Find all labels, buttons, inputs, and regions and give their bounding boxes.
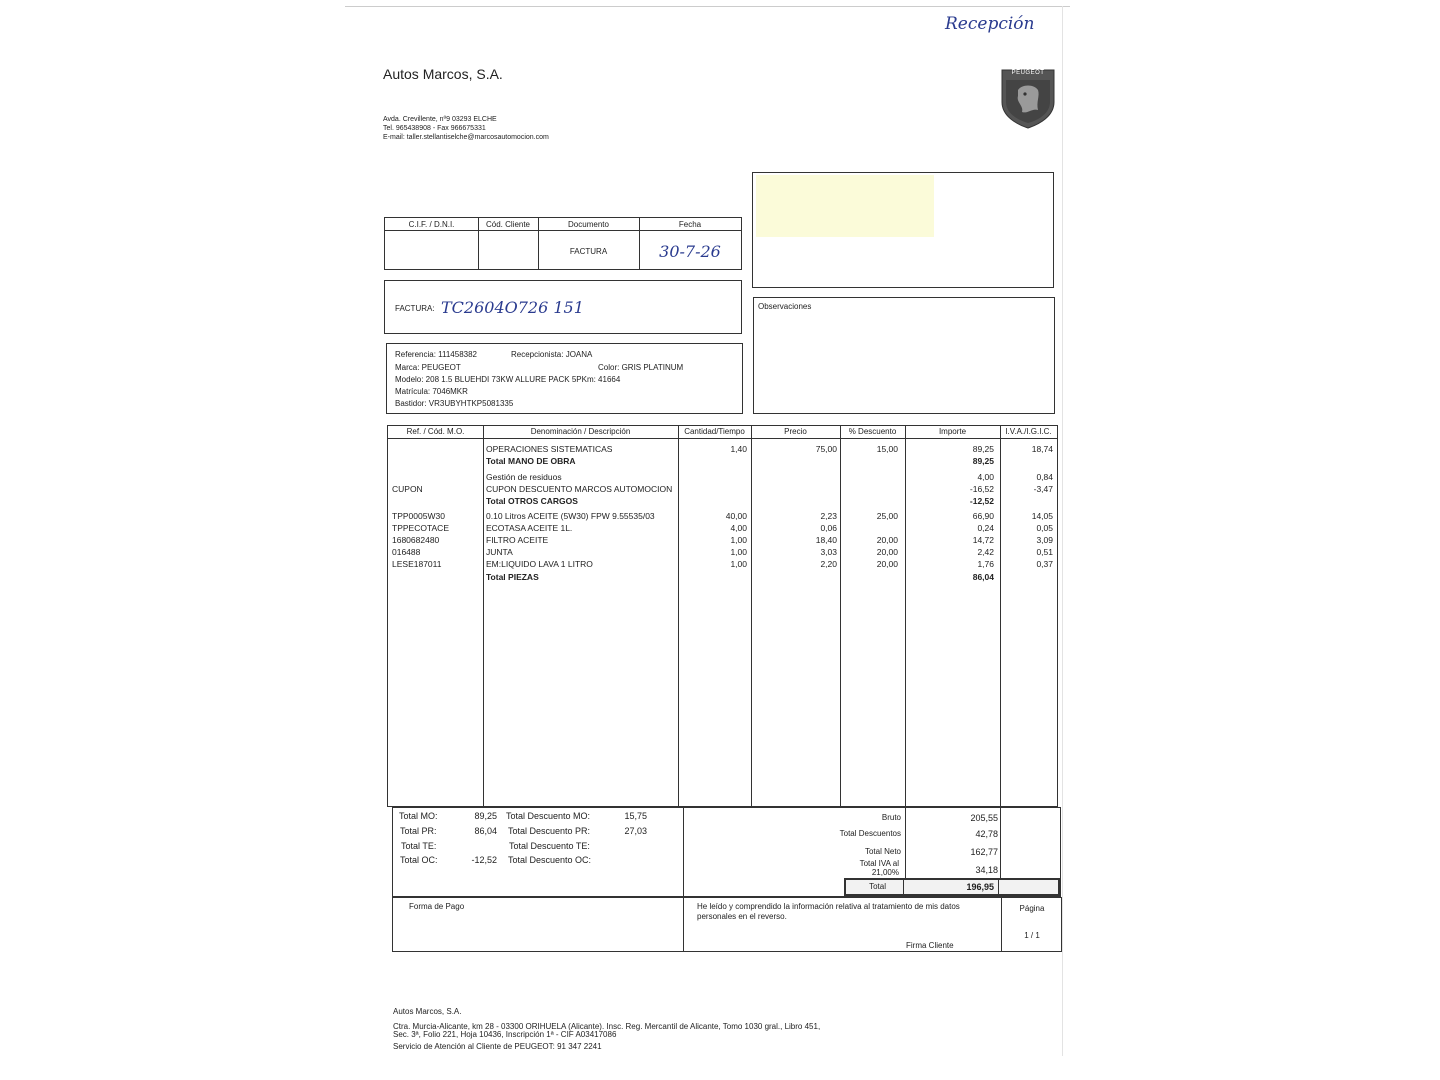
total-value: 196,95 [966, 882, 994, 892]
total-desc-mo-value: 15,75 [624, 811, 647, 821]
cell-iva: 0,51 [1036, 547, 1053, 557]
company-email: E-mail: taller.stellantiselche@marcosautomocion.com [383, 134, 549, 141]
customer-service: Servicio de Atención al Cliente de PEUGEOT: 91 347 2241 [393, 1042, 602, 1051]
cell-ref: TPPECOTACE [392, 523, 449, 533]
factura-label: FACTURA: [395, 304, 435, 313]
cell-desc: OPERACIONES SISTEMATICAS [486, 444, 613, 454]
legal-company: Autos Marcos, S.A. [393, 1007, 462, 1016]
cell-amount: 86,04 [972, 572, 994, 582]
col-qty: Cantidad/Tiempo [684, 427, 745, 436]
total-desc-pr-value: 27,03 [624, 826, 647, 836]
col-desc: Denominación / Descripción [530, 427, 631, 436]
total-mo-value: 89,25 [474, 811, 497, 821]
cell-ref: 016488 [392, 547, 421, 557]
pagina-label: Página [1019, 904, 1045, 913]
company-address-2: Tel. 965438908 - Fax 966675331 [383, 125, 486, 132]
cell-price: 3,03 [820, 547, 837, 557]
iva-value: 34,18 [975, 865, 998, 875]
cell-desc: CUPON DESCUENTO MARCOS AUTOMOCION [486, 484, 673, 494]
cell-amount: 4,00 [977, 472, 994, 482]
vehicle-color: Color: GRIS PLATINUM [598, 363, 684, 372]
cell-iva: 18,74 [1031, 444, 1053, 454]
cell-amount: 89,25 [972, 444, 994, 454]
total-oc-value: -12,52 [471, 855, 497, 865]
cell-amount: 14,72 [972, 535, 994, 545]
cell-price: 2,23 [820, 511, 837, 521]
cell-disc: 20,00 [876, 535, 898, 545]
cell-amount: 0,24 [977, 523, 994, 533]
vehicle-matricula: Matrícula: 7046MKR [395, 387, 468, 396]
cell-iva: 14,05 [1031, 511, 1053, 521]
total-desc-oc-label: Total Descuento OC: [508, 855, 592, 865]
header-fecha: Fecha [678, 220, 702, 229]
observaciones-label: Observaciones [758, 302, 812, 311]
header-cod-cliente: Cód. Cliente [485, 220, 531, 229]
cell-qty: 1,00 [730, 559, 747, 569]
customer-address-box [752, 172, 1054, 288]
cell-price: 0,06 [820, 523, 837, 533]
total-pr-label: Total PR: [400, 826, 437, 836]
cell-amount: -12,52 [969, 496, 994, 506]
fecha-value: 30-7-26 [659, 242, 721, 261]
cell-price: 2,20 [820, 559, 837, 569]
observaciones-box [753, 297, 1055, 414]
logo-text: PEUGEOT [1011, 70, 1045, 76]
total-label: Total [869, 882, 886, 891]
cell-ref: 1680682480 [392, 535, 440, 545]
total-mo-label: Total MO: [399, 811, 438, 821]
cell-desc: Total MANO DE OBRA [486, 456, 576, 466]
handwritten-annotation: Recepción [945, 14, 1035, 34]
col-ref: Ref. / Cód. M.O. [406, 427, 465, 436]
legal-line-1: Ctra. Murcia-Alicante, km 28 - 03300 ORIHUELA (Alicante). Insc. Reg. Mercantil de Alicante, Tomo 1030 gral., Libro 451, [393, 1022, 821, 1031]
bruto-label: Bruto [881, 813, 901, 822]
cell-desc: ECOTASA ACEITE 1L. [486, 523, 573, 533]
cell-ref: TPP0005W30 [392, 511, 445, 521]
page-edge [345, 6, 1070, 7]
cell-qty: 1,00 [730, 547, 747, 557]
cell-ref: CUPON [392, 484, 423, 494]
total-oc-label: Total OC: [400, 855, 438, 865]
document-header-table [384, 217, 742, 270]
documento-value: FACTURA [569, 247, 608, 256]
legal-line-2: Sec. 3ª, Folio 221, Hoja 10436, Inscripción 1ª - CIF A03417086 [393, 1030, 617, 1039]
col-iva: I.V.A./I.G.I.C. [1005, 427, 1052, 436]
cell-desc: FILTRO ACEITE [486, 535, 549, 545]
total-desc-pr-label: Total Descuento PR: [508, 826, 591, 836]
cell-qty: 1,00 [730, 535, 747, 545]
vehicle-modelo: Modelo: 208 1.5 BLUEHDI 73KW ALLURE PACK 5PKm: 41664 [395, 375, 621, 384]
company-name: Autos Marcos, S.A. [383, 66, 503, 82]
summary-box [392, 807, 1061, 897]
cell-iva: 0,05 [1036, 523, 1053, 533]
cell-ref: LESE187011 [392, 559, 442, 569]
iva-label: Total IVA al 21,00% [859, 859, 899, 877]
cell-desc: Gestión de residuos [486, 472, 562, 482]
neto-value: 162,77 [970, 847, 998, 857]
cell-desc: 0.10 Litros ACEITE (5W30) FPW 9.55535/03 [486, 511, 655, 521]
bruto-value: 205,55 [970, 813, 998, 823]
total-te-label: Total TE: [401, 841, 437, 851]
header-documento: Documento [568, 220, 609, 229]
items-table [387, 425, 1058, 807]
vehicle-info-box [386, 343, 743, 414]
cell-disc: 15,00 [876, 444, 898, 454]
factura-number: TC2604O726 151 [441, 298, 584, 317]
cell-iva: -3,47 [1033, 484, 1053, 494]
payment-signature-box [392, 897, 1062, 952]
total-pr-value: 86,04 [474, 826, 497, 836]
cell-amount: 89,25 [972, 456, 994, 466]
firma-cliente-label: Firma Cliente [906, 941, 954, 950]
privacy-text: He leído y comprendido la información relativa al tratamiento de mis datos personales en el reverso. [697, 902, 960, 921]
cell-amount: 1,76 [977, 559, 994, 569]
total-desc-mo-label: Total Descuento MO: [506, 811, 591, 821]
cell-desc: EM:LIQUIDO LAVA 1 LITRO [486, 559, 593, 569]
highlight-redaction [756, 175, 934, 237]
cell-disc: 20,00 [876, 559, 898, 569]
cell-price: 75,00 [815, 444, 837, 454]
peugeot-logo [1000, 68, 1056, 130]
cell-iva: 0,37 [1036, 559, 1053, 569]
cell-price: 18,40 [815, 535, 837, 545]
total-box [844, 878, 1060, 896]
descuentos-value: 42,78 [975, 829, 998, 839]
pagina-value: 1 / 1 [1024, 931, 1040, 940]
cell-disc: 20,00 [876, 547, 898, 557]
total-desc-te-label: Total Descuento TE: [509, 841, 590, 851]
vehicle-referencia: Referencia: 111458382 [395, 350, 477, 359]
col-price: Precio [784, 427, 807, 436]
page-edge-right [1062, 6, 1063, 1056]
header-cif: C.I.F. / D.N.I. [408, 220, 455, 229]
cell-qty: 40,00 [725, 511, 747, 521]
neto-label: Total Neto [864, 847, 901, 856]
cell-iva: 0,84 [1036, 472, 1053, 482]
vehicle-marca: Marca: PEUGEOT [395, 363, 461, 372]
cell-desc: Total OTROS CARGOS [486, 496, 578, 506]
descuentos-label: Total Descuentos [839, 829, 901, 838]
cell-desc: JUNTA [486, 547, 513, 557]
cell-desc: Total PIEZAS [486, 572, 539, 582]
cell-iva: 3,09 [1036, 535, 1053, 545]
cell-disc: 25,00 [876, 511, 898, 521]
cell-qty: 1,40 [730, 444, 747, 454]
factura-box [384, 280, 742, 334]
vehicle-bastidor: Bastidor: VR3UBYHTKP5081335 [395, 399, 514, 408]
forma-pago-label: Forma de Pago [409, 902, 465, 911]
cell-amount: 2,42 [977, 547, 994, 557]
cell-amount: -16,52 [969, 484, 994, 494]
vehicle-recepcionista: Recepcionista: JOANA [511, 350, 593, 359]
col-amount: Importe [938, 427, 967, 436]
cell-amount: 66,90 [972, 511, 994, 521]
col-disc: % Descuento [848, 427, 897, 436]
company-address-1: Avda. Crevillente, nº9 03293 ELCHE [383, 116, 497, 123]
cell-qty: 4,00 [730, 523, 747, 533]
